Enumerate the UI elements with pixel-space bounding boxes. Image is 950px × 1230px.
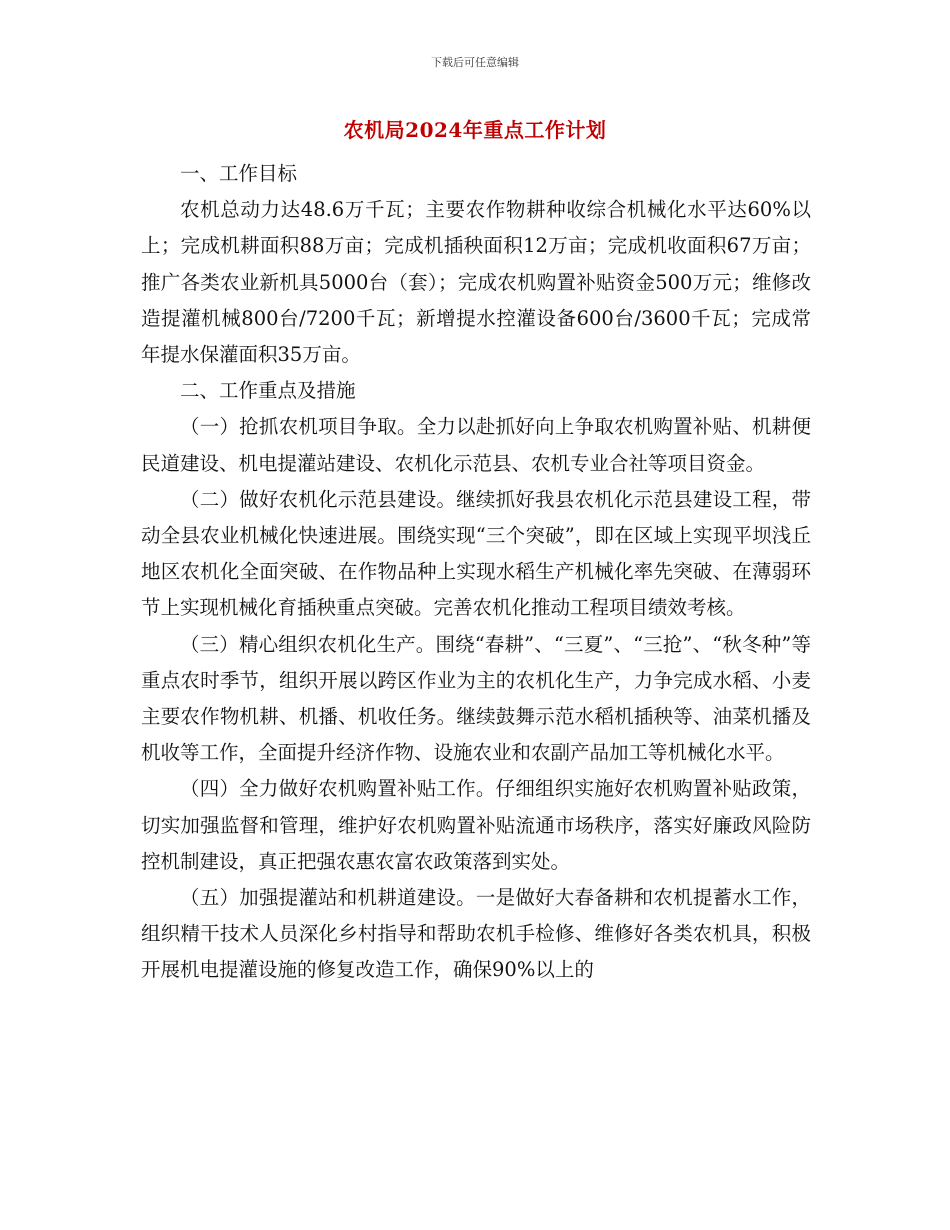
paragraph-measure-4: （四）全力做好农机购置补贴工作。仔细组织实施好农机购置补贴政策，切实加强监督和管理，维护好农机购置补贴流通市场秩序，落实好廉政风险防控机制建设，真正把强农惠农富农政策落到实处。	[141, 777, 811, 873]
document-body	[141, 156, 811, 989]
document-title: 农机局2024年重点工作计划	[343, 118, 607, 142]
paragraph-measure-3: （三）精心组织农机化生产。围绕“春耕”、“三夏”、“三抢”、“秋冬种”等重点农时季节，组织开展以跨区作业为主的农机化生产，力争完成水稻、小麦主要农作物机耕、机播、机收任务。继续鼓舞示范水稻机插秧等、油菜机播及机收等工作，全面提升经济作物、设施农业和农副产品加工等机械化水平。	[141, 632, 811, 765]
paragraph-measure-1: （一）抢抓农机项目争取。全力以赴抓好向上争取农机购置补贴、机耕便民道建设、机电提灌站建设、农机化示范县、农机专业合社等项目资金。	[141, 415, 811, 475]
paragraph-measure-2: （二）做好农机化示范县建设。继续抓好我县农机化示范县建设工程，带动全县农业机械化快速进展。围绕实现“三个突破”，即在区域上实现平坝浅丘地区农机化全面突破、在作物品种上实现水稻生产机械化率先突破、在薄弱环节上实现机械化育插秧重点突破。完善农机化推动工程项目绩效考核。	[141, 487, 811, 620]
paragraph-measure-5: （五）加强提灌站和机耕道建设。一是做好大春备耕和农机提蓄水工作，组织精干技术人员深化乡村指导和帮助农机手检修、维修好各类农机具，积极开展机电提灌设施的修复改造工作，确保90%以上的	[141, 886, 811, 982]
header-note: 下载后可任意编辑	[431, 56, 519, 69]
section-heading-goals: 一、工作目标	[180, 162, 298, 185]
paragraph-goals: 农机总动力达48.6万千瓦；主要农作物耕种收综合机械化水平达60%以上；完成机耕面积88万亩；完成机插秧面积12万亩；完成机收面积67万亩；推广各类农业新机具5000台（套）；完成农机购置补贴资金500万元；维修改造提灌机械800台/7200千瓦；新增提水控灌设备600台/3600千瓦；完成常年提水保灌面积35万亩。	[141, 198, 811, 367]
section-heading-measures: 二、工作重点及措施	[180, 379, 356, 403]
